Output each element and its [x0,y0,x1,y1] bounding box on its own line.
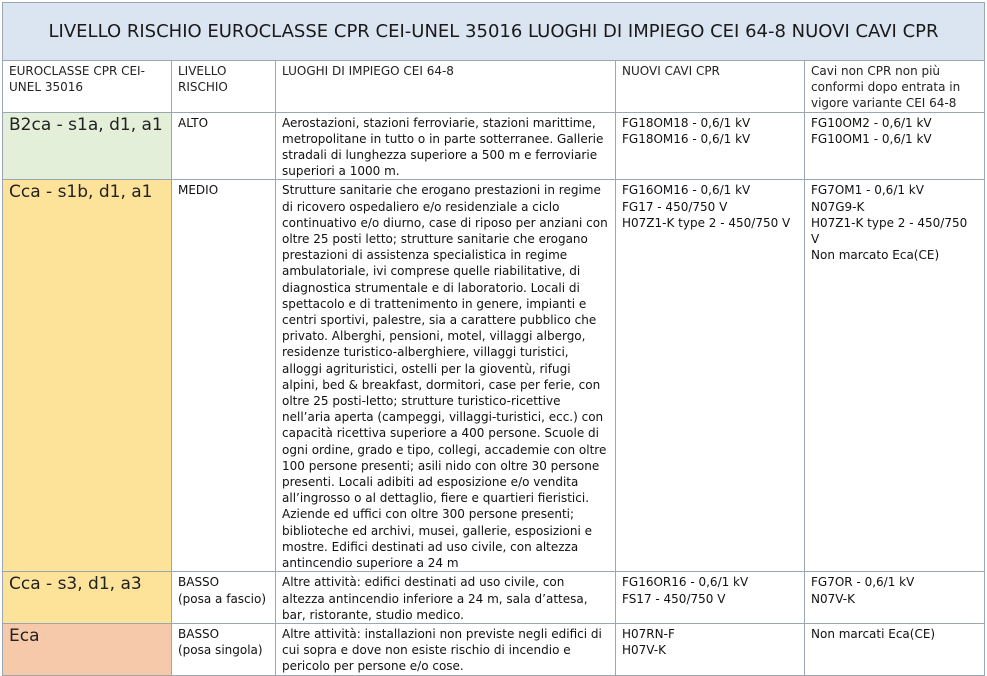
header-row [3,61,985,113]
header-luoghi-impiego: LUOGHI DI IMPIEGO CEI 64-8 [276,61,616,113]
nuovi-cavi-cell: FG18OM18 - 0,6/1 kV FG18OM16 - 0,6/1 kV [616,112,805,180]
header-cavi-non-cpr: Cavi non CPR non più conformi dopo entrata in vigore variante CEI 64-8 [805,61,985,113]
nuovi-cavi-cell: FG16OM16 - 0,6/1 kV FG17 - 450/750 V H07Z1-K type 2 - 450/750 V [616,180,805,572]
nuovi-cavi-cell: H07RN-F H07V-K [616,623,805,675]
table-title: LIVELLO RISCHIO EUROCLASSE CPR CEI-UNEL 35016 LUOGHI DI IMPIEGO CEI 64-8 NUOVI CAVI CPR [3,3,985,61]
header-euroclasse: EUROCLASSE CPR CEI-UNEL 35016 [3,61,172,113]
title-row [3,3,985,61]
livello-cell: ALTO [172,112,276,180]
cavi-non-cpr-cell: FG7OR - 0,6/1 kV N07V-K [805,572,985,624]
euroclasse-cell: Eca [3,623,172,675]
luoghi-cell: Strutture sanitarie che erogano prestazioni in regime di ricovero ospedaliero e/o residenziale a ciclo continuativo e/o diurno, case di riposo per anziani con oltre 25 posti letto; strutture sanitarie che erogano prestazioni di assistenza specialistica in regime ambulatoriale, ivi comprese quelle riabilitative, di diagnostica strumentale e di laboratorio. Locali di spettacolo e di trattenimento in genere, impianti e centri sportivi, palestre, sia a carattere pubblico che privato. Alberghi, pensioni, motel, villaggi albergo, residenze turistico-alberghiere, villaggi turistici, alloggi agrituristici, ostelli per la gioventù, rifugi alpini, bed & breakfast, dormitori, case per ferie, con oltre 25 posti-letto; strutture turistico-ricettive nell’aria aperta (campeggi, villaggi-turistici, ecc.) con capacità ricettiva superiore a 400 persone. Scuole di ogni ordine, grado e tipo, collegi, accademie con oltre 100 persone presenti; asili nido con oltre 30 persone presenti. Locali adibiti ad esposizione e/o vendita all’ingrosso o al dettaglio, fiere e quartieri fieristici. Aziende ed uffici con oltre 300 persone presenti; biblioteche ed archivi, musei, gallerie, esposizioni e mostre. Edifici destinati ad uso civile, con altezza antincendio superiore a 24 m [276,180,616,572]
luoghi-cell: Altre attività: installazioni non previste negli edifici di cui sopra e dove non esiste rischio di incendio e pericolo per persone e/o cose. [276,623,616,675]
table-row [3,572,985,624]
euroclasse-cell: B2ca - s1a, d1, a1 [3,112,172,180]
cpr-risk-table [2,2,985,676]
euroclasse-cell: Cca - s3, d1, a3 [3,572,172,624]
livello-cell: BASSO (posa singola) [172,623,276,675]
livello-cell: BASSO (posa a fascio) [172,572,276,624]
nuovi-cavi-cell: FG16OR16 - 0,6/1 kV FS17 - 450/750 V [616,572,805,624]
cavi-non-cpr-cell: FG10OM2 - 0,6/1 kV FG10OM1 - 0,6/1 kV [805,112,985,180]
luoghi-cell: Aerostazioni, stazioni ferroviarie, stazioni marittime, metropolitane in tutto o in parte sotterranee. Gallerie stradali di lunghezza superiore a 500 m e ferroviarie superiori a 1000 m. [276,112,616,180]
table-row [3,112,985,180]
luoghi-cell: Altre attività: edifici destinati ad uso civile, con altezza antincendio inferiore a 24 m, sala d’attesa, bar, ristorante, studio medico. [276,572,616,624]
cavi-non-cpr-cell: Non marcati Eca(CE) [805,623,985,675]
table-row [3,623,985,675]
livello-cell: MEDIO [172,180,276,572]
header-livello-rischio: LIVELLO RISCHIO [172,61,276,113]
header-nuovi-cavi: NUOVI CAVI CPR [616,61,805,113]
euroclasse-cell: Cca - s1b, d1, a1 [3,180,172,572]
cavi-non-cpr-cell: FG7OM1 - 0,6/1 kV N07G9-K H07Z1-K type 2 - 450/750 V Non marcato Eca(CE) [805,180,985,572]
table-row [3,180,985,572]
